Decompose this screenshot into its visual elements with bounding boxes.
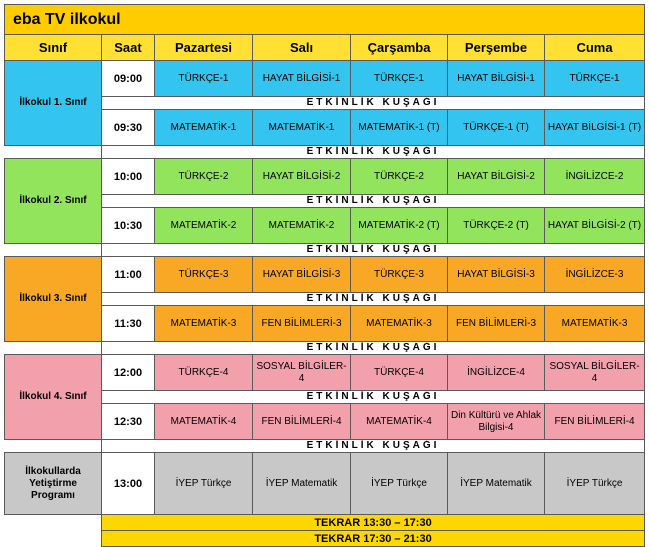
lesson-cell: MATEMATİK-1 xyxy=(155,110,253,146)
lesson-cell: HAYAT BİLGİSİ-2 (T) xyxy=(545,208,645,244)
activity-row xyxy=(5,342,645,355)
time-cell: 09:30 xyxy=(102,110,155,146)
lesson-cell: TÜRKÇE-4 xyxy=(155,355,253,391)
lesson-cell: İYEP Matematik xyxy=(448,453,545,515)
activity-blank xyxy=(5,440,102,453)
lesson-cell: TÜRKÇE-2 xyxy=(155,159,253,195)
header-saat: Saat xyxy=(102,35,155,61)
lesson-cell: MATEMATİK-1 (T) xyxy=(351,110,448,146)
activity-band: ETKİNLİK KUŞAĞI xyxy=(102,244,645,257)
header-sali: Salı xyxy=(253,35,351,61)
lesson-cell: HAYAT BİLGİSİ-2 xyxy=(448,159,545,195)
tekrar-row xyxy=(5,531,645,547)
activity-blank xyxy=(5,244,102,257)
activity-band: ETKİNLİK KUŞAĞI xyxy=(102,97,645,110)
schedule-table xyxy=(4,4,645,547)
time-cell: 10:00 xyxy=(102,159,155,195)
tekrar-band: TEKRAR 17:30 – 21:30 xyxy=(102,531,645,547)
schedule-body xyxy=(5,5,645,547)
tekrar-band: TEKRAR 13:30 – 17:30 xyxy=(102,515,645,531)
lesson-cell: TÜRKÇE-3 xyxy=(351,257,448,293)
header-sinif: Sınıf xyxy=(5,35,102,61)
lesson-row xyxy=(5,159,645,195)
lesson-cell: TÜRKÇE-1 xyxy=(155,61,253,97)
lesson-cell: SOSYAL BİLGİLER-4 xyxy=(253,355,351,391)
schedule-title: eba TV ilkokul xyxy=(5,5,645,35)
lesson-cell: FEN BİLİMLERİ-3 xyxy=(253,306,351,342)
activity-band: ETKİNLİK KUŞAĞI xyxy=(102,391,645,404)
grade-label: İlkokul 2. Sınıf xyxy=(5,159,102,244)
lesson-cell: FEN BİLİMLERİ-4 xyxy=(545,404,645,440)
lesson-row xyxy=(5,61,645,97)
lesson-cell: İYEP Matematik xyxy=(253,453,351,515)
time-cell: 13:00 xyxy=(102,453,155,515)
lesson-cell: MATEMATİK-1 xyxy=(253,110,351,146)
activity-row xyxy=(5,440,645,453)
grade-label: İlkokul 1. Sınıf xyxy=(5,61,102,146)
lesson-cell: TÜRKÇE-2 (T) xyxy=(448,208,545,244)
lesson-cell: MATEMATİK-2 xyxy=(253,208,351,244)
lesson-cell: MATEMATİK-2 xyxy=(155,208,253,244)
activity-band: ETKİNLİK KUŞAĞI xyxy=(102,293,645,306)
lesson-cell: FEN BİLİMLERİ-4 xyxy=(253,404,351,440)
activity-row xyxy=(5,244,645,257)
lesson-row xyxy=(5,355,645,391)
grade-label: İlkokullarda Yetiştirme Programı xyxy=(5,453,102,515)
lesson-row xyxy=(5,257,645,293)
lesson-cell: İNGİLİZCE-2 xyxy=(545,159,645,195)
header-row xyxy=(5,35,645,61)
activity-band: ETKİNLİK KUŞAĞI xyxy=(102,146,645,159)
header-cuma: Cuma xyxy=(545,35,645,61)
lesson-cell: MATEMATİK-3 xyxy=(351,306,448,342)
title-row xyxy=(5,5,645,35)
lesson-cell: MATEMATİK-3 xyxy=(155,306,253,342)
lesson-cell: TÜRKÇE-1 (T) xyxy=(448,110,545,146)
lesson-cell: TÜRKÇE-1 xyxy=(351,61,448,97)
tekrar-blank xyxy=(5,515,102,531)
lesson-row xyxy=(5,453,645,515)
lesson-cell: MATEMATİK-2 (T) xyxy=(351,208,448,244)
time-cell: 11:30 xyxy=(102,306,155,342)
lesson-cell: HAYAT BİLGİSİ-2 xyxy=(253,159,351,195)
time-cell: 09:00 xyxy=(102,61,155,97)
activity-band: ETKİNLİK KUŞAĞI xyxy=(102,440,645,453)
lesson-cell: FEN BİLİMLERİ-3 xyxy=(448,306,545,342)
activity-band: ETKİNLİK KUŞAĞI xyxy=(102,195,645,208)
lesson-cell: TÜRKÇE-2 xyxy=(351,159,448,195)
lesson-cell: İNGİLİZCE-4 xyxy=(448,355,545,391)
activity-blank xyxy=(5,146,102,159)
header-pazartesi: Pazartesi xyxy=(155,35,253,61)
activity-band: ETKİNLİK KUŞAĞI xyxy=(102,342,645,355)
lesson-cell: Din Kültürü ve Ahlak Bilgisi-4 xyxy=(448,404,545,440)
lesson-cell: İYEP Türkçe xyxy=(545,453,645,515)
header-carsamba: Çarşamba xyxy=(351,35,448,61)
time-cell: 12:00 xyxy=(102,355,155,391)
lesson-cell: İYEP Türkçe xyxy=(155,453,253,515)
lesson-cell: MATEMATİK-3 xyxy=(545,306,645,342)
lesson-cell: HAYAT BİLGİSİ-1 xyxy=(253,61,351,97)
header-persembe: Perşembe xyxy=(448,35,545,61)
lesson-cell: TÜRKÇE-3 xyxy=(155,257,253,293)
time-cell: 10:30 xyxy=(102,208,155,244)
grade-label: İlkokul 4. Sınıf xyxy=(5,355,102,440)
activity-blank xyxy=(5,342,102,355)
lesson-cell: İNGİLİZCE-3 xyxy=(545,257,645,293)
lesson-cell: HAYAT BİLGİSİ-3 xyxy=(253,257,351,293)
time-cell: 12:30 xyxy=(102,404,155,440)
activity-row xyxy=(5,146,645,159)
tekrar-blank xyxy=(5,531,102,547)
lesson-cell: HAYAT BİLGİSİ-1 xyxy=(448,61,545,97)
lesson-cell: HAYAT BİLGİSİ-1 (T) xyxy=(545,110,645,146)
lesson-cell: TÜRKÇE-4 xyxy=(351,355,448,391)
grade-label: İlkokul 3. Sınıf xyxy=(5,257,102,342)
lesson-cell: İYEP Türkçe xyxy=(351,453,448,515)
tekrar-row xyxy=(5,515,645,531)
lesson-cell: HAYAT BİLGİSİ-3 xyxy=(448,257,545,293)
lesson-cell: SOSYAL BİLGİLER-4 xyxy=(545,355,645,391)
lesson-cell: TÜRKÇE-1 xyxy=(545,61,645,97)
lesson-cell: MATEMATİK-4 xyxy=(155,404,253,440)
lesson-cell: MATEMATİK-4 xyxy=(351,404,448,440)
time-cell: 11:00 xyxy=(102,257,155,293)
